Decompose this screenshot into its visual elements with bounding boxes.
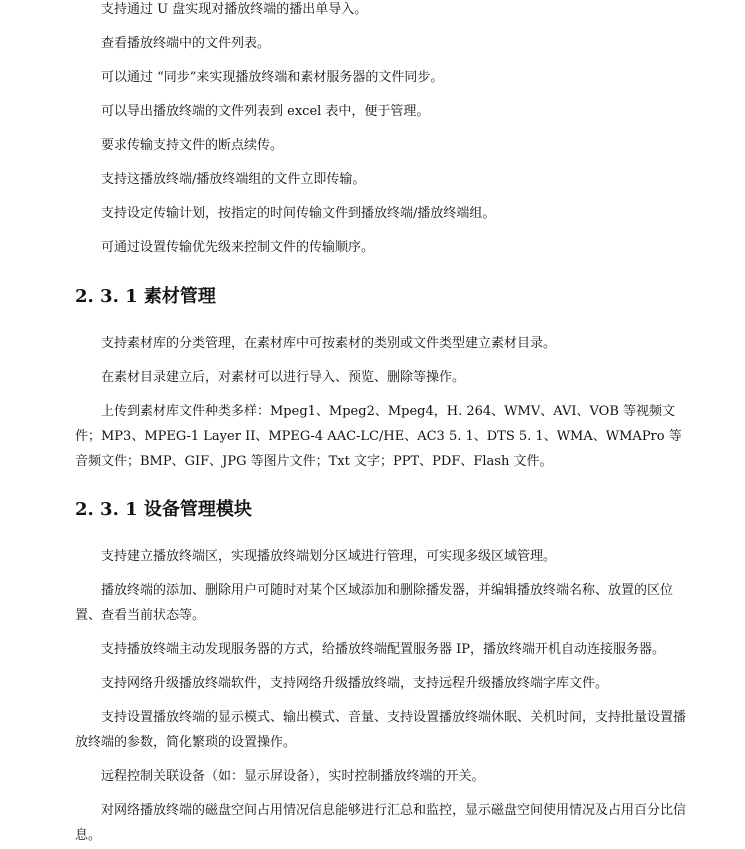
heading-material-management: 2. 3. 1 素材管理 xyxy=(75,286,216,307)
paragraph-immediate-transfer: 支持这播放终端/播放终端组的文件立即传输。 xyxy=(101,172,366,187)
paragraph-terminal-zones: 支持建立播放终端区，实现播放终端划分区域进行管理，可实现多级区域管理。 xyxy=(101,549,557,564)
paragraph-network-upgrade: 支持网络升级播放终端软件，支持网络升级播放终端，支持远程升级播放终端字库文件。 xyxy=(101,676,609,691)
paragraph-remote-control: 远程控制关联设备（如：显示屏设备），实时控制播放终端的开关。 xyxy=(101,769,485,784)
paragraph-terminal-add-remove: 播放终端的添加、删除用户可随时对某个区域添加和删除播发器，并编辑播放终端名称、放置的区位置、查看当前状态等。 xyxy=(75,583,674,623)
paragraph-usb-import: 支持通过 U 盘实现对播放终端的播出单导入。 xyxy=(101,2,368,17)
paragraph-file-list: 查看播放终端中的文件列表。 xyxy=(101,36,271,51)
paragraph-transfer-priority: 可通过设置传输优先级来控制文件的传输顺序。 xyxy=(101,240,375,255)
paragraph-material-file-types: 上传到素材库文件种类多样：Mpeg1、Mpeg2、Mpeg4，H. 264、WMV、AVI、VOB 等视频文件；MP3、MPEG-1 Layer II、MPEG-4 AAC-LC/HE、AC3 5. 1、DTS 5. 1、WMA、WMAPro 等音频文件；BMP、GIF、JPG 等图片文件；Txt 文字；PPT、PDF、Flash 文件。 xyxy=(75,404,682,469)
paragraph-disk-monitoring: 对网络播放终端的磁盘空间占用情况信息能够进行汇总和监控，显示磁盘空间使用情况及占用百分比信息。 xyxy=(75,803,687,843)
paragraph-display-settings: 支持设置播放终端的显示模式、输出模式、音量、支持设置播放终端休眠、关机时间，支持批量设置播放终端的参数，简化繁琐的设置操作。 xyxy=(75,710,687,750)
heading-device-management: 2. 3. 1 设备管理模块 xyxy=(75,499,252,520)
paragraph-sync: 可以通过 “同步”来实现播放终端和素材服务器的文件同步。 xyxy=(101,70,444,85)
paragraph-export-excel: 可以导出播放终端的文件列表到 excel 表中，便于管理。 xyxy=(101,104,430,119)
paragraph-material-category: 支持素材库的分类管理，在素材库中可按素材的类别或文件类型建立素材目录。 xyxy=(101,336,557,351)
paragraph-server-discovery: 支持播放终端主动发现服务器的方式，给播放终端配置服务器 IP，播放终端开机自动连接服务器。 xyxy=(101,642,666,657)
paragraph-transfer-plan: 支持设定传输计划，按指定的时间传输文件到播放终端/播放终端组。 xyxy=(101,206,496,221)
paragraph-material-operations: 在素材目录建立后，对素材可以进行导入、预览、删除等操作。 xyxy=(101,370,466,385)
paragraph-resume-transfer: 要求传输支持文件的断点续传。 xyxy=(101,138,284,153)
